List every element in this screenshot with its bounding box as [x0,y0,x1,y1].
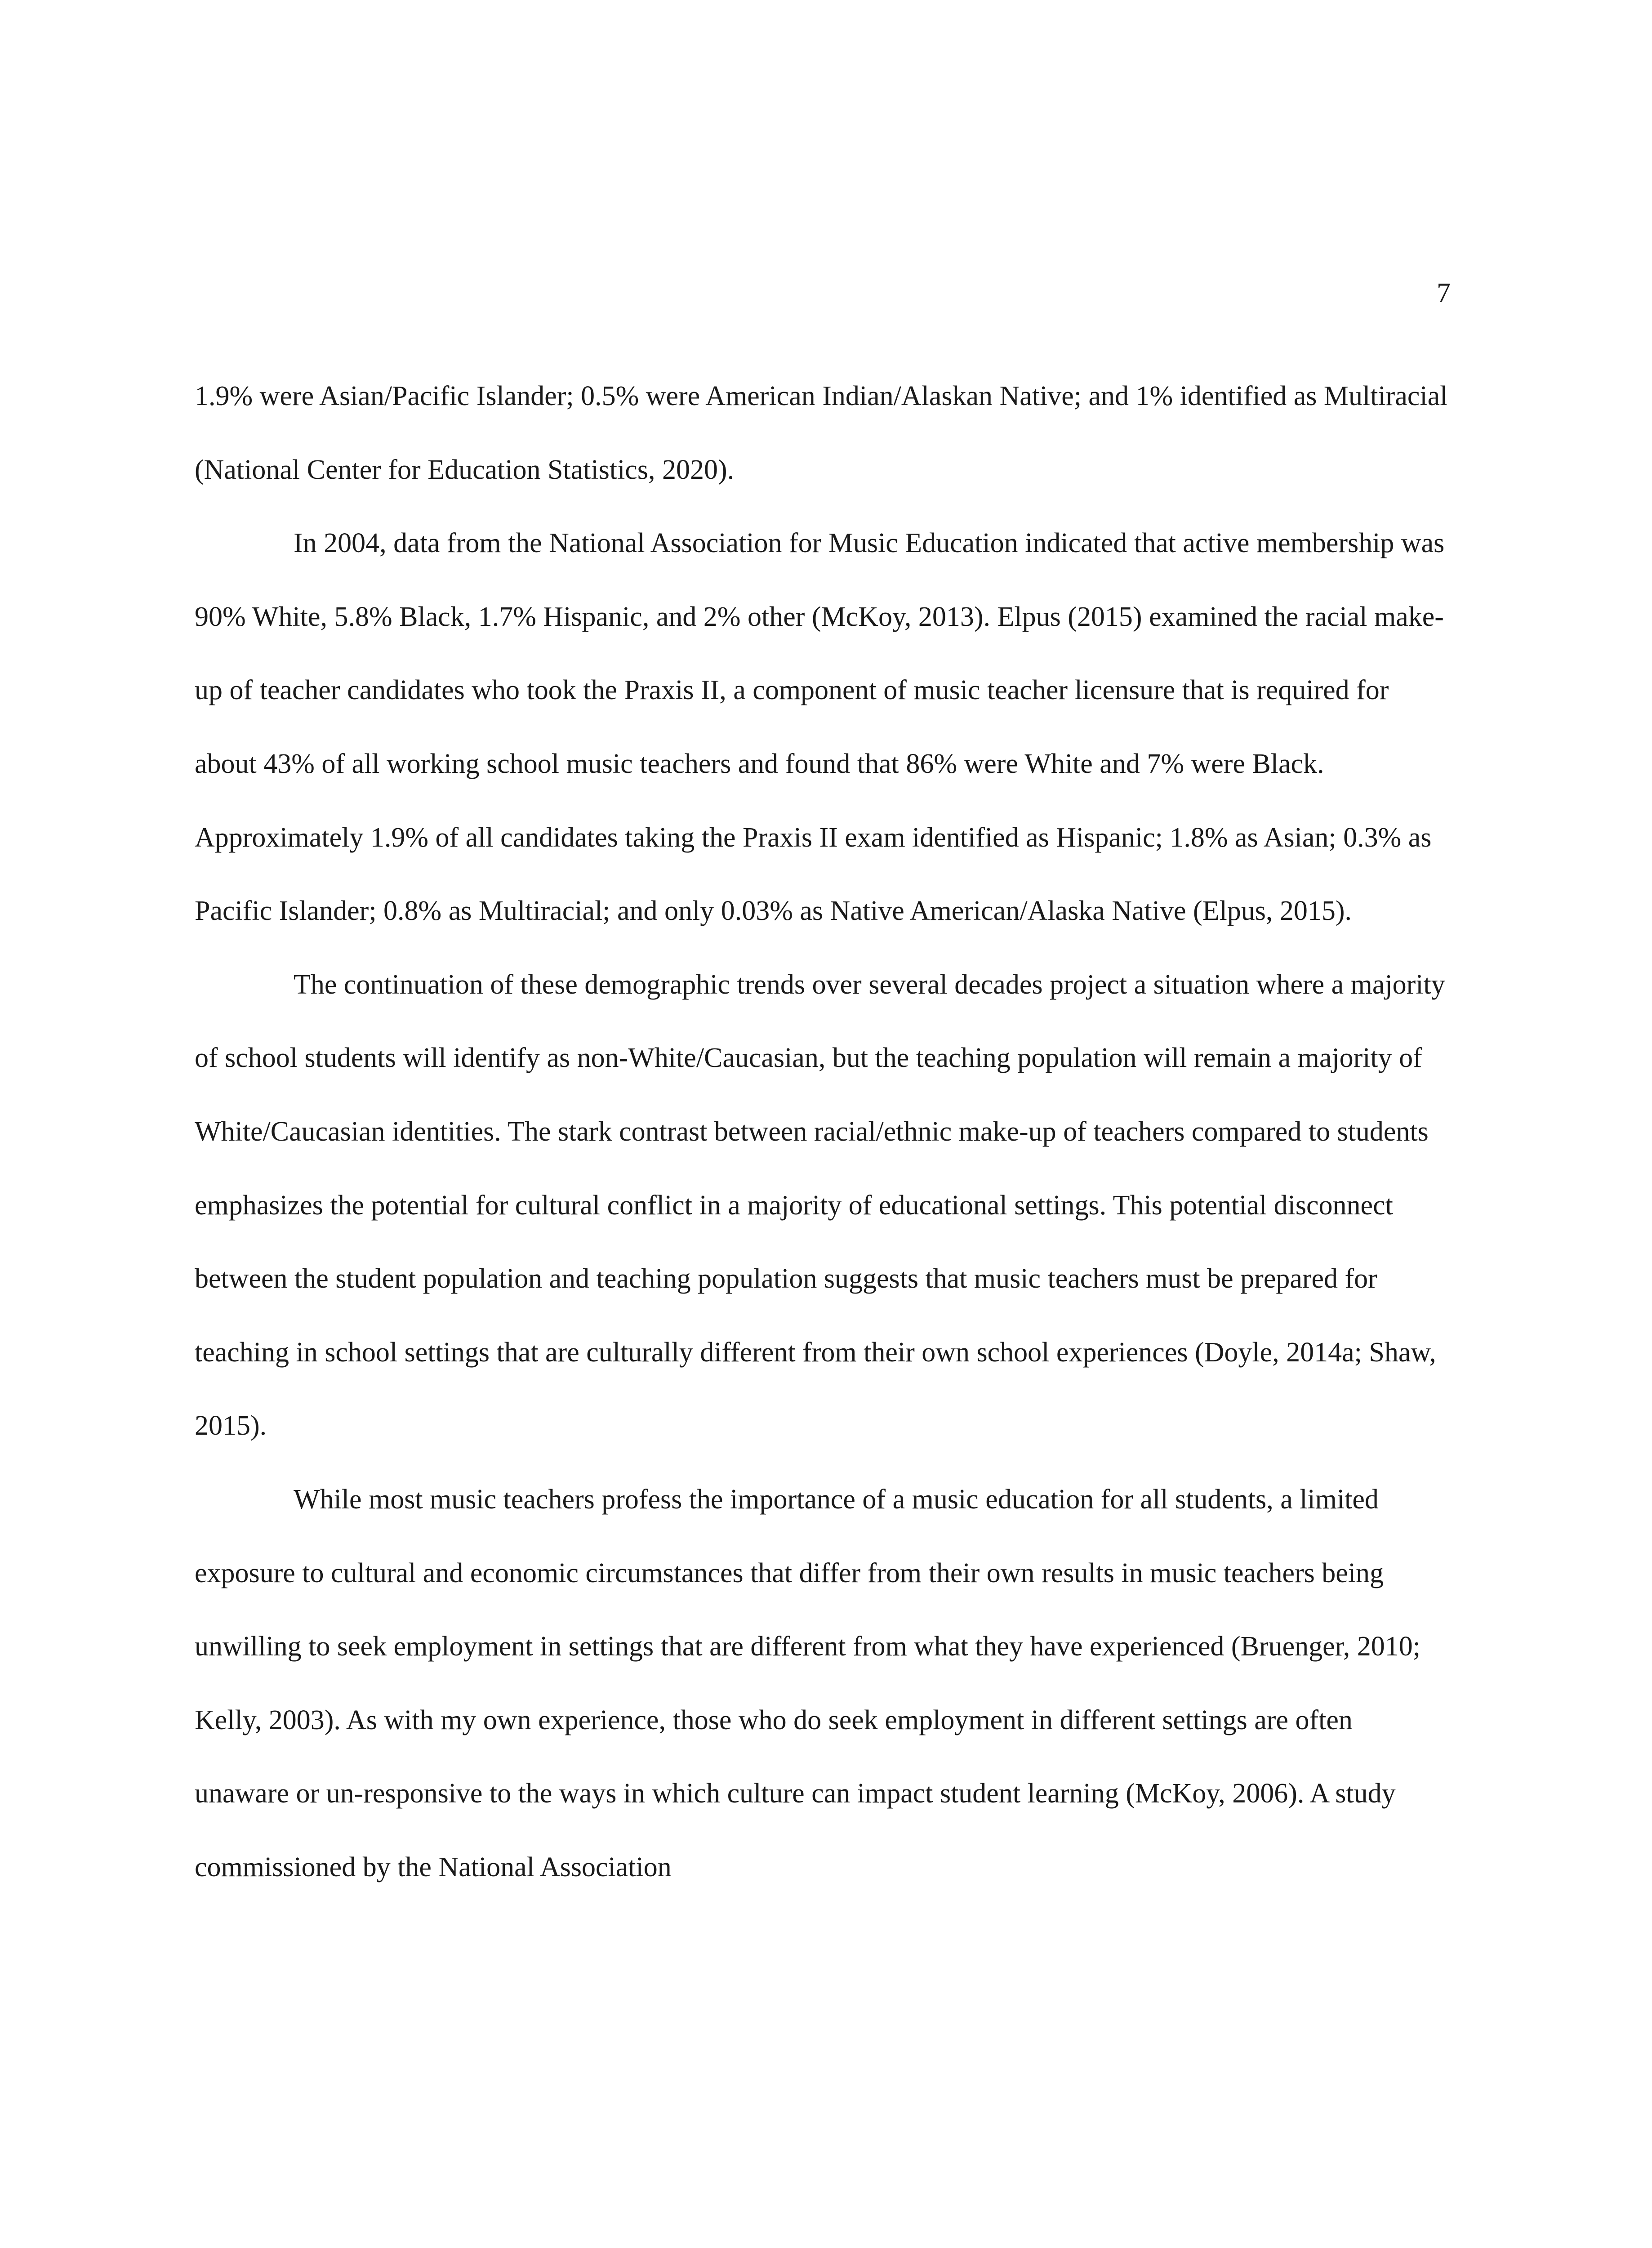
paragraph-4: While most music teachers profess the importance of a music education for all students, a limited exposure to cultural and economic circumstances that differ from their own results in music teachers being unwilling to seek employment in settings that are different from what they have experienced (Bruenger, 2010; Kelly, 2003). As with my own experience, those who do seek employment in different settings are often unaware or un-responsive to the ways in which culture can impact student learning (McKoy, 2006). A study commissioned by the National Association [195,1484,1421,1882]
body-text [195,360,1449,1904]
paragraph-1: 1.9% were Asian/Pacific Islander; 0.5% were American Indian/Alaskan Native; and 1% identified as Multiracial (National Center for Education Statistics, 2020). [195,381,1448,485]
page-number: 7 [1437,278,1451,308]
paragraph-2: In 2004, data from the National Association for Music Education indicated that active membership was 90% White, 5.8% Black, 1.7% Hispanic, and 2% other (McKoy, 2013). Elpus (2015) examined the racial make-up of teacher candidates who took the Praxis II, a component of music teacher licensure that is required for about 43% of all working school music teachers and found that 86% were White and 7% were Black. Approximately 1.9% of all candidates taking the Praxis II exam identified as Hispanic; 1.8% as Asian; 0.3% as Pacific Islander; 0.8% as Multiracial; and only 0.03% as Native American/Alaska Native (Elpus, 2015). [195,528,1445,927]
paragraph-3: The continuation of these demographic trends over several decades project a situation where a majority of school students will identify as non-White/Caucasian, but the teaching population will remain a majority of White/Caucasian identities. The stark contrast between racial/ethnic make-up of teachers compared to students emphasizes the potential for cultural conflict in a majority of educational settings. This potential disconnect between the student population and teaching population suggests that music teachers must be prepared for teaching in school settings that are culturally different from their own school experiences (Doyle, 2014a; Shaw, 2015). [195,969,1445,1441]
